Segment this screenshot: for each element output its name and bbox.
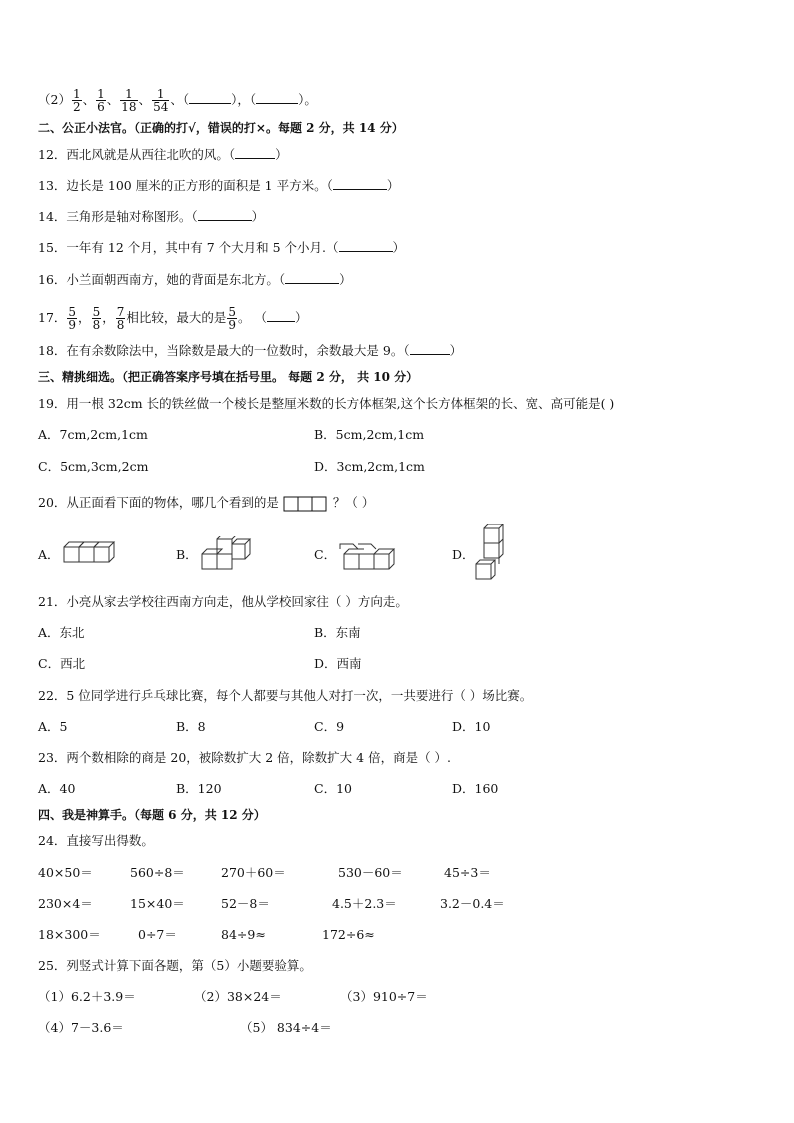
fraction: $\frac{5}{8}$ — [92, 305, 101, 332]
answer-blank[interactable] — [256, 91, 298, 104]
calc-item: 15×40＝ — [130, 896, 185, 911]
section-heading: 二、公正小法官。（正确的打√，错误的打×。每题 2 分，共 14 分） — [38, 121, 404, 135]
answer-blank[interactable] — [189, 91, 231, 104]
question-19-stem: 19．用一根 32cm 长的铁丝做一个棱长是整厘米数的长方体框架,这个长方体框架的长、宽、高可能是( ) — [38, 396, 615, 411]
option-c[interactable]: C．9 — [314, 719, 345, 734]
calc-item: 45÷3＝ — [444, 865, 491, 880]
option-c[interactable]: C． — [314, 547, 337, 562]
option-c[interactable]: C．西北 — [38, 656, 86, 671]
option-b[interactable]: B．8 — [176, 719, 206, 734]
option-d[interactable]: D．3cm,2cm,1cm — [314, 459, 425, 474]
option-c[interactable]: C．10 — [314, 781, 352, 796]
question-24-stem: 24．直接写出得数。 — [38, 833, 154, 848]
option-d[interactable]: D． — [452, 547, 475, 562]
fraction: $\frac{1}{18}$ — [121, 87, 137, 114]
fraction: $\frac{7}{8}$ — [116, 305, 125, 332]
option-d[interactable]: D．160 — [452, 781, 499, 796]
option-b[interactable]: B．5cm,2cm,1cm — [314, 427, 425, 442]
section-heading: 四、我是神算手。（每题 6 分，共 12 分） — [38, 808, 266, 822]
option-b[interactable]: B．东南 — [314, 625, 361, 640]
vertical-calc-5: （5） 834÷4＝ — [240, 1020, 332, 1035]
vertical-calc-2: （2）38×24＝ — [194, 989, 282, 1004]
answer-blank[interactable] — [198, 208, 252, 221]
question-20-stem: 20．从正面看下面的物体，哪几个看到的是 ？（ ） — [38, 495, 375, 510]
question-17: 17． $\frac{5}{9}$ ， $\frac{5}{8}$ ， $\frac{7}{8}$ 相比较，最大的是 $\frac{5}{9}$ 。 （ ） — [38, 305, 308, 332]
calc-item: 3.2－0.4＝ — [440, 896, 505, 911]
fraction: $\frac{5}{9}$ — [68, 305, 77, 332]
calc-item: 84÷9≈ — [221, 927, 266, 942]
option-d[interactable]: D．10 — [452, 719, 491, 734]
cube-stack-c-icon — [338, 537, 398, 573]
section-heading: 三、精挑细选。（把正确答案序号填在括号里。 每题 2 分， 共 10 分） — [38, 370, 419, 384]
calc-item: 172÷6≈ — [322, 927, 375, 942]
answer-blank[interactable] — [235, 146, 275, 159]
question-13: 13．边长是 100 厘米的正方形的面积是 1 平方米。（ ） — [38, 178, 400, 193]
cube-stack-b-icon — [200, 536, 255, 572]
calc-item: 40×50＝ — [38, 865, 93, 880]
three-squares-view-icon — [283, 496, 329, 512]
option-d[interactable]: D．西南 — [314, 656, 362, 671]
question-21-stem: 21．小亮从家去学校往西南方向走，他从学校回家往（ ）方向走。 — [38, 594, 408, 609]
answer-blank[interactable] — [285, 271, 339, 284]
option-c[interactable]: C．5cm,3cm,2cm — [38, 459, 149, 474]
answer-blank[interactable] — [339, 239, 393, 252]
option-a[interactable]: A． — [38, 547, 60, 562]
question-16: 16．小兰面朝西南方，她的背面是东北方。（ ） — [38, 272, 352, 287]
answer-blank[interactable] — [410, 342, 450, 355]
fraction: $\frac{5}{9}$ — [228, 305, 237, 332]
cube-stack-a-icon — [62, 537, 122, 567]
answer-blank[interactable] — [333, 177, 387, 190]
answer-blank[interactable] — [267, 309, 295, 322]
question-12: 12．西北风就是从西往北吹的风。（ ） — [38, 147, 288, 162]
question-18: 18．在有余数除法中，当除数是最大的一位数时，余数最大是 9。（ ） — [38, 343, 463, 358]
calc-item: 52－8＝ — [221, 896, 270, 911]
option-a[interactable]: A．7cm,2cm,1cm — [38, 427, 148, 442]
question-14: 14．三角形是轴对称图形。（ ） — [38, 209, 265, 224]
option-a[interactable]: A．5 — [38, 719, 68, 734]
option-b[interactable]: B．120 — [176, 781, 222, 796]
cube-stack-d-icon — [474, 524, 506, 584]
fraction: $\frac{1}{2}$ — [72, 87, 81, 114]
q11-part2: （2） $\frac{1}{2}$ 、 $\frac{1}{6}$ 、 $\frac{1}{18}$ 、 $\frac{1}{54}$ 、（ ），（ ）。 — [38, 87, 317, 114]
calc-item: 560÷8＝ — [130, 865, 185, 880]
option-b[interactable]: B． — [176, 547, 198, 562]
vertical-calc-4: （4）7－3.6＝ — [38, 1020, 124, 1035]
calc-item: 18×300＝ — [38, 927, 101, 942]
calc-item: 0÷7＝ — [138, 927, 177, 942]
vertical-calc-3: （3）910÷7＝ — [340, 989, 428, 1004]
question-15: 15．一年有 12 个月，其中有 7 个大月和 5 个小月.（ ） — [38, 240, 406, 255]
option-a[interactable]: A．40 — [38, 781, 76, 796]
calc-item: 530－60＝ — [338, 865, 403, 880]
fraction: $\frac{1}{54}$ — [153, 87, 169, 114]
option-a[interactable]: A．东北 — [38, 625, 85, 640]
calc-item: 230×4＝ — [38, 896, 93, 911]
calc-item: 270＋60＝ — [221, 865, 286, 880]
question-23-stem: 23．两个数相除的商是 20，被除数扩大 2 倍，除数扩大 4 倍，商是（ ）. — [38, 750, 452, 765]
calc-item: 4.5＋2.3＝ — [332, 896, 397, 911]
vertical-calc-1: （1）6.2＋3.9＝ — [38, 989, 136, 1004]
fraction: $\frac{1}{6}$ — [97, 87, 105, 114]
question-25-stem: 25．列竖式计算下面各题，第（5）小题要验算。 — [38, 958, 312, 973]
question-22-stem: 22．5 位同学进行乒乓球比赛，每个人都要与其他人对打一次，一共要进行（ ）场比赛。 — [38, 688, 533, 703]
